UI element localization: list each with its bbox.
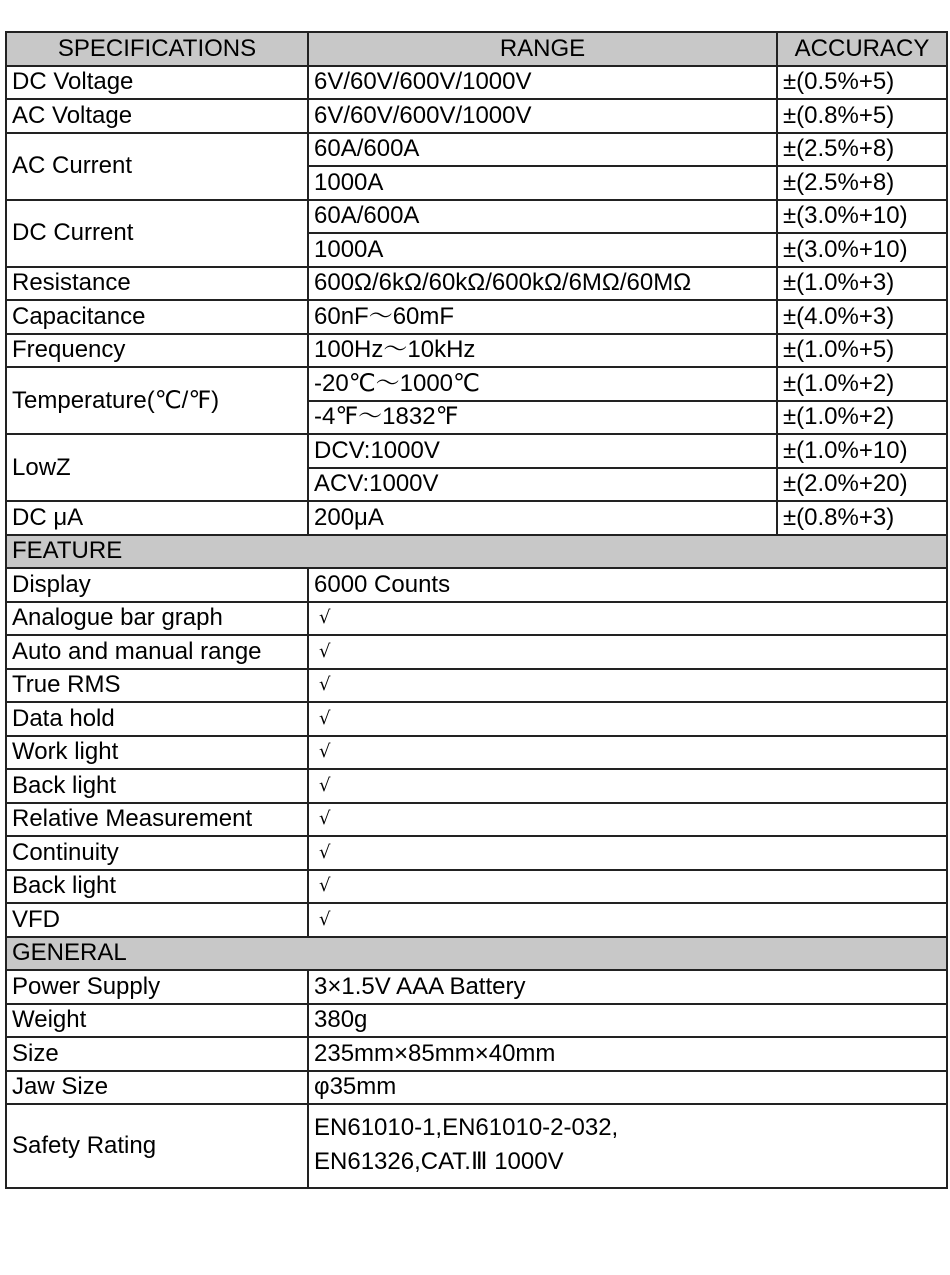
header-accuracy: ACCURACY: [777, 32, 947, 66]
general-value: 380g: [308, 1004, 947, 1038]
spec-accuracy: ±(1.0%+10): [777, 434, 947, 468]
check-mark: √: [308, 903, 947, 937]
feature-label: Auto and manual range: [6, 635, 308, 669]
feature-label: True RMS: [6, 669, 308, 703]
spec-label: DC μA: [6, 501, 308, 535]
feature-label: Data hold: [6, 702, 308, 736]
spec-range: 200μA: [308, 501, 777, 535]
spec-range: ACV:1000V: [308, 468, 777, 502]
general-label: Power Supply: [6, 970, 308, 1004]
spec-label: DC Voltage: [6, 66, 308, 100]
spec-range: 6V/60V/600V/1000V: [308, 99, 777, 133]
spec-range: 600Ω/6kΩ/60kΩ/600kΩ/6MΩ/60MΩ: [308, 267, 777, 301]
check-mark: √: [308, 836, 947, 870]
feature-row: [6, 903, 947, 937]
table-header-row: [6, 32, 947, 66]
general-value: 235mm×85mm×40mm: [308, 1037, 947, 1071]
spec-accuracy: ±(0.5%+5): [777, 66, 947, 100]
spec-row-dc-ua: [6, 501, 947, 535]
general-value: 3×1.5V AAA Battery: [308, 970, 947, 1004]
general-value: φ35mm: [308, 1071, 947, 1105]
feature-label: VFD: [6, 903, 308, 937]
general-label: Size: [6, 1037, 308, 1071]
general-label: Safety Rating: [6, 1104, 308, 1188]
spec-accuracy: ±(2.5%+8): [777, 166, 947, 200]
general-section-row: [6, 937, 947, 971]
spec-label: AC Current: [6, 133, 308, 200]
header-specifications: SPECIFICATIONS: [6, 32, 308, 66]
spec-label: Capacitance: [6, 300, 308, 334]
feature-section-row: [6, 535, 947, 569]
spec-range: 60nF～60mF: [308, 300, 777, 334]
general-row-safety: [6, 1104, 947, 1188]
spec-accuracy: ±(0.8%+5): [777, 99, 947, 133]
general-label: Weight: [6, 1004, 308, 1038]
check-mark: √: [308, 803, 947, 837]
spec-label: Resistance: [6, 267, 308, 301]
header-range: RANGE: [308, 32, 777, 66]
feature-row: [6, 635, 947, 669]
feature-row: [6, 769, 947, 803]
feature-label: Back light: [6, 870, 308, 904]
spec-row-resistance: [6, 267, 947, 301]
spec-accuracy: ±(4.0%+3): [777, 300, 947, 334]
check-mark: √: [308, 669, 947, 703]
feature-value: 6000 Counts: [308, 568, 947, 602]
spec-label: Frequency: [6, 334, 308, 368]
feature-row: [6, 669, 947, 703]
general-label: Jaw Size: [6, 1071, 308, 1105]
safety-line-2: EN61326,CAT.Ⅲ 1000V: [314, 1148, 564, 1175]
spec-accuracy: ±(1.0%+2): [777, 367, 947, 401]
feature-row: [6, 702, 947, 736]
spec-accuracy: ±(1.0%+3): [777, 267, 947, 301]
spec-accuracy: ±(1.0%+2): [777, 401, 947, 435]
feature-label: Analogue bar graph: [6, 602, 308, 636]
spec-accuracy: ±(3.0%+10): [777, 200, 947, 234]
spec-row-temperature: [6, 367, 947, 401]
spec-label: AC Voltage: [6, 99, 308, 133]
spec-row-dc-current: [6, 200, 947, 234]
spec-label: Temperature(℃/℉): [6, 367, 308, 434]
feature-label: Relative Measurement: [6, 803, 308, 837]
check-mark: √: [308, 736, 947, 770]
general-row: [6, 1071, 947, 1105]
spec-range: -4℉～1832℉: [308, 401, 777, 435]
spec-row-lowz: [6, 434, 947, 468]
feature-section-title: FEATURE: [6, 535, 947, 569]
specifications-table: [5, 31, 948, 1189]
general-row: [6, 1004, 947, 1038]
general-row: [6, 970, 947, 1004]
spec-label: LowZ: [6, 434, 308, 501]
spec-label: DC Current: [6, 200, 308, 267]
spec-accuracy: ±(2.5%+8): [777, 133, 947, 167]
spec-range: 60A/600A: [308, 133, 777, 167]
general-row: [6, 1037, 947, 1071]
spec-range: -20℃～1000℃: [308, 367, 777, 401]
feature-row: [6, 870, 947, 904]
general-section-title: GENERAL: [6, 937, 947, 971]
spec-range: 100Hz～10kHz: [308, 334, 777, 368]
spec-range: DCV:1000V: [308, 434, 777, 468]
spec-accuracy: ±(3.0%+10): [777, 233, 947, 267]
spec-range: 60A/600A: [308, 200, 777, 234]
feature-row: [6, 736, 947, 770]
spec-row-frequency: [6, 334, 947, 368]
safety-rating-value: [308, 1104, 947, 1188]
spec-row-capacitance: [6, 300, 947, 334]
feature-row: [6, 602, 947, 636]
safety-line-1: EN61010-1,EN61010-2-032,: [314, 1114, 619, 1141]
spec-range: 1000A: [308, 166, 777, 200]
check-mark: √: [308, 702, 947, 736]
spec-range: 6V/60V/600V/1000V: [308, 66, 777, 100]
spec-accuracy: ±(2.0%+20): [777, 468, 947, 502]
spec-row-dc-voltage: [6, 66, 947, 100]
spec-row-ac-voltage: [6, 99, 947, 133]
check-mark: √: [308, 602, 947, 636]
spec-row-ac-current: [6, 133, 947, 167]
spec-accuracy: ±(0.8%+3): [777, 501, 947, 535]
feature-row: [6, 836, 947, 870]
feature-label: Back light: [6, 769, 308, 803]
feature-label: Work light: [6, 736, 308, 770]
feature-label: Continuity: [6, 836, 308, 870]
feature-label: Display: [6, 568, 308, 602]
feature-row: [6, 568, 947, 602]
spec-range: 1000A: [308, 233, 777, 267]
check-mark: √: [308, 635, 947, 669]
feature-row: [6, 803, 947, 837]
spec-accuracy: ±(1.0%+5): [777, 334, 947, 368]
check-mark: √: [308, 769, 947, 803]
check-mark: √: [308, 870, 947, 904]
